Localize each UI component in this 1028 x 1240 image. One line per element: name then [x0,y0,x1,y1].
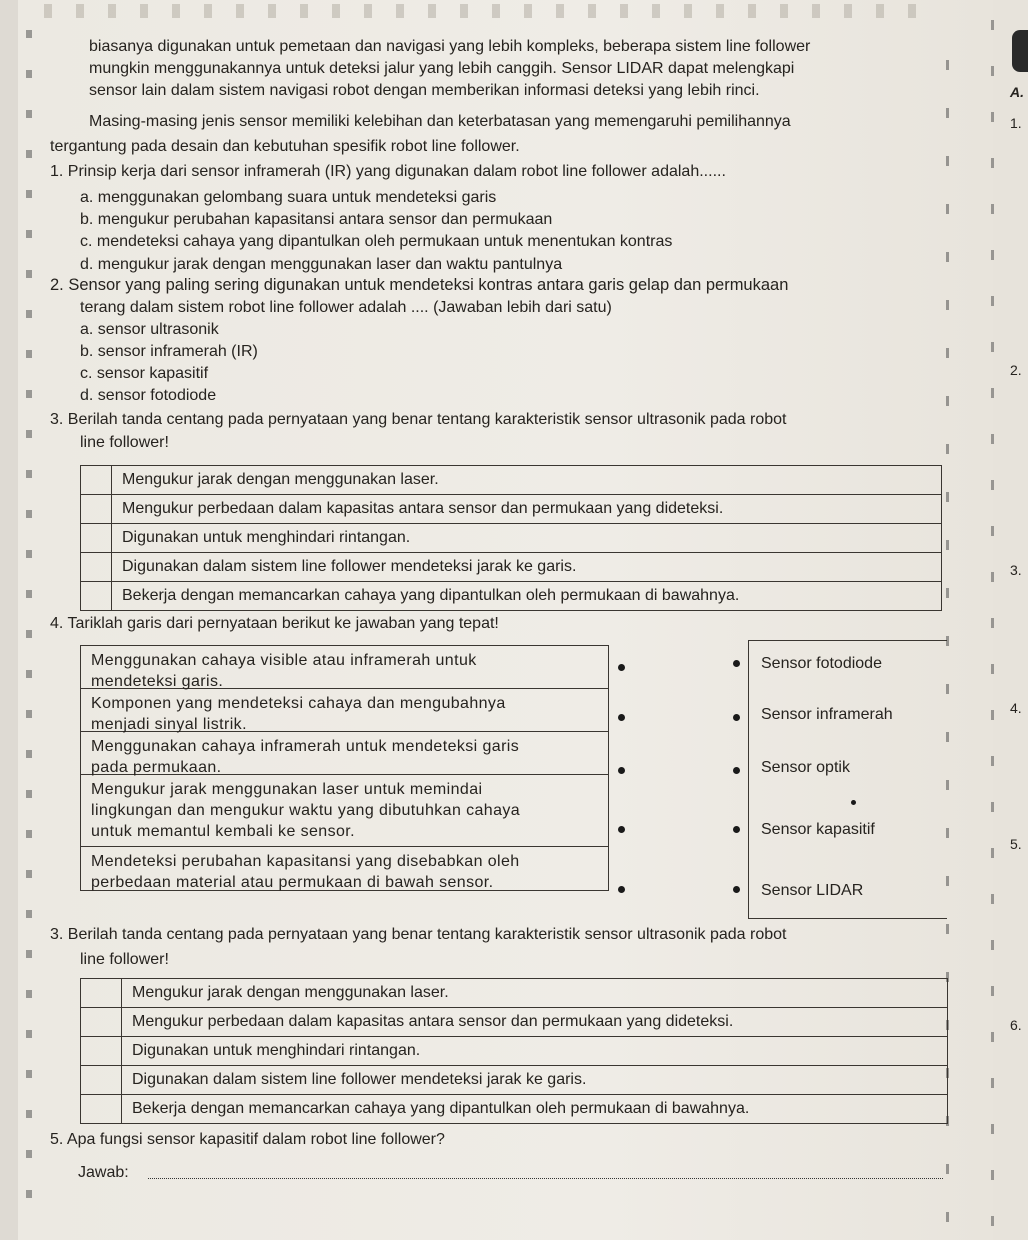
q3-checklist-table [80,465,942,611]
margin-label-3: 3. [1010,562,1022,578]
margin-tick [991,20,994,30]
checkbox[interactable] [81,582,112,611]
statement-line: Menggunakan cahaya visible atau inframerah untuk [91,652,477,669]
statement: Digunakan untuk menghindari rintangan. [122,1037,948,1066]
margin-tick [991,388,994,398]
checkbox[interactable] [81,495,112,524]
statement-1 [81,646,608,689]
table-row [81,1095,948,1124]
answer-sensor-fotodiode: Sensor fotodiode [761,655,882,672]
statement: Mengukur perbedaan dalam kapasitas antara sensor dan permukaan yang dideteksi. [112,495,942,524]
q1-option-c[interactable]: c. mendeteksi cahaya yang dipantulkan oleh permukaan untuk menentukan kontras [80,233,673,250]
margin-label-4: 4. [1010,700,1022,716]
margin-tick [991,1078,994,1088]
table-row [81,1066,948,1095]
q1-option-b[interactable]: b. mengukur perubahan kapasitansi antara sensor dan permukaan [80,211,553,228]
margin-tick [991,618,994,628]
right-connector-dot[interactable] [733,660,740,667]
margin-tick [991,204,994,214]
statement-line: untuk memantul kembali ke sensor. [91,823,355,840]
q2-option-c[interactable]: c. sensor kapasitif [80,365,209,382]
checkbox[interactable] [81,524,112,553]
margin-label-6: 6. [1010,1017,1022,1033]
margin-tick [991,986,994,996]
margin-tick [991,756,994,766]
statement-line: Mengukur jarak menggunakan laser untuk memindai [91,781,483,798]
intro-line-1: biasanya digunakan untuk pemetaan dan navigasi yang lebih kompleks, beberapa sistem line follower [89,38,811,55]
statement-line: mendeteksi garis. [91,673,224,690]
margin-tick [991,296,994,306]
q4-statements [80,645,609,891]
margin-label-a: A. [1010,84,1024,100]
margin-tick [991,664,994,674]
answer-line[interactable] [148,1178,943,1179]
margin-tick [991,848,994,858]
margin-tick [991,1124,994,1134]
question-3-line-1: 3. Berilah tanda centang pada pernyataan yang benar tentang karakteristik sensor ultrasonik pada robot [50,411,787,428]
left-connector-dot[interactable] [618,664,625,671]
table-row [81,524,942,553]
statement-line: Komponen yang mendeteksi cahaya dan mengubahnya [91,695,506,712]
margin-tick [991,250,994,260]
question-2-line-2: terang dalam sistem robot line follower adalah .... (Jawaban lebih dari satu) [80,299,612,316]
table-row [81,1008,948,1037]
margin-label-2: 2. [1010,362,1022,378]
margin-tick [991,158,994,168]
q4-answers [748,640,947,919]
binder-clip [1012,30,1028,72]
answer-sensor-optik: Sensor optik [761,759,850,776]
checkbox[interactable] [81,1037,122,1066]
statement-line: Menggunakan cahaya inframerah untuk mendeteksi garis [91,738,520,755]
margin-label-5: 5. [1010,836,1022,852]
q2-option-d[interactable]: d. sensor fotodiode [80,387,217,404]
statement: Digunakan untuk menghindari rintangan. [112,524,942,553]
right-connector-dot[interactable] [733,714,740,721]
answer-sensor-lidar: Sensor LIDAR [761,882,864,899]
right-margin-strip [993,0,1028,1240]
left-connector-dot[interactable] [618,826,625,833]
checkbox[interactable] [81,979,122,1008]
question-5: 5. Apa fungsi sensor kapasitif dalam robot line follower? [50,1131,445,1148]
margin-tick [991,434,994,444]
q2-option-a[interactable]: a. sensor ultrasonik [80,321,219,338]
intro-line-2: mungkin menggunakannya untuk deteksi jalur yang lebih canggih. Sensor LIDAR dapat melengkapi [89,60,795,77]
margin-tick [991,1216,994,1226]
margin-tick [991,1170,994,1180]
statement-line: lingkungan dan mengukur waktu yang dibutuhkan cahaya [91,802,521,819]
statement: Mengukur jarak dengan menggunakan laser. [112,466,942,495]
checkbox[interactable] [81,1008,122,1037]
margin-tick [991,112,994,122]
left-cut-line [26,30,32,1230]
q2-option-b[interactable]: b. sensor inframerah (IR) [80,343,258,360]
q1-option-a[interactable]: a. menggunakan gelombang suara untuk mendeteksi garis [80,189,497,206]
question-2-line-1: 2. Sensor yang paling sering digunakan untuk mendeteksi kontras antara garis gelap dan permukaan [50,276,789,294]
statement: Mengukur perbedaan dalam kapasitas antara sensor dan permukaan yang dideteksi. [122,1008,948,1037]
statement: Digunakan dalam sistem line follower mendeteksi jarak ke garis. [122,1066,948,1095]
statement-line: Mendeteksi perubahan kapasitansi yang disebabkan oleh [91,853,520,870]
checkbox[interactable] [81,1095,122,1124]
statement-2 [81,689,608,732]
table-row [81,466,942,495]
question-1: 1. Prinsip kerja dari sensor inframerah (IR) yang digunakan dalam robot line follower adalah...... [50,163,726,180]
left-connector-dot[interactable] [618,767,625,774]
question-3-line-2: line follower! [80,434,169,451]
margin-tick [991,940,994,950]
statement-3 [81,732,608,775]
intro-line-3: sensor lain dalam sistem navigasi robot dengan memberikan informasi deteksi yang lebih rinci. [89,82,760,99]
checkbox[interactable] [81,1066,122,1095]
margin-tick [991,572,994,582]
table-row [81,979,948,1008]
margin-tick [991,894,994,904]
right-connector-dot[interactable] [733,826,740,833]
statement: Bekerja dengan memancarkan cahaya yang dipantulkan oleh permukaan di bawahnya. [122,1095,948,1124]
margin-tick [991,1032,994,1042]
question-3b-line-1: 3. Berilah tanda centang pada pernyataan yang benar tentang karakteristik sensor ultrasonik pada robot [50,926,787,943]
answer-sensor-inframerah: Sensor inframerah [761,706,893,723]
margin-label-1: 1. [1010,115,1022,131]
table-row [81,495,942,524]
statement: Bekerja dengan memancarkan cahaya yang dipantulkan oleh permukaan di bawahnya. [112,582,942,611]
margin-tick [991,480,994,490]
checkbox[interactable] [81,466,112,495]
question-3b-line-2: line follower! [80,951,169,968]
intro-line-4: Masing-masing jenis sensor memiliki kelebihan dan keterbatasan yang memengaruhi pemilihannya [89,113,791,130]
margin-tick [991,342,994,352]
statement-line: pada permukaan. [91,759,222,776]
statement-5 [81,847,608,890]
top-binding-marks [30,4,930,18]
statement-4 [81,775,608,847]
margin-tick [991,710,994,720]
statement: Digunakan dalam sistem line follower mendeteksi jarak ke garis. [112,553,942,582]
margin-tick [991,66,994,76]
answer-label: Jawab: [78,1164,129,1181]
statement: Mengukur jarak dengan menggunakan laser. [122,979,948,1008]
statement-line: perbedaan material atau permukaan di bawah sensor. [91,874,494,891]
margin-tick [991,526,994,536]
right-connector-dot[interactable] [733,886,740,893]
left-connector-dot[interactable] [618,714,625,721]
statement-line: menjadi sinyal listrik. [91,716,247,733]
question-4: 4. Tariklah garis dari pernyataan berikut ke jawaban yang tepat! [50,615,499,632]
table-row [81,553,942,582]
answer-sensor-kapasitif: Sensor kapasitif [761,821,875,838]
intro-line-5: tergantung pada desain dan kebutuhan spesifik robot line follower. [50,138,520,155]
checkbox[interactable] [81,553,112,582]
q1-option-d[interactable]: d. mengukur jarak dengan menggunakan laser dan waktu pantulnya [80,256,563,273]
table-row [81,582,942,611]
table-row [81,1037,948,1066]
margin-tick [991,802,994,812]
q3b-checklist-table [80,978,948,1124]
left-connector-dot[interactable] [618,886,625,893]
right-connector-dot[interactable] [733,767,740,774]
